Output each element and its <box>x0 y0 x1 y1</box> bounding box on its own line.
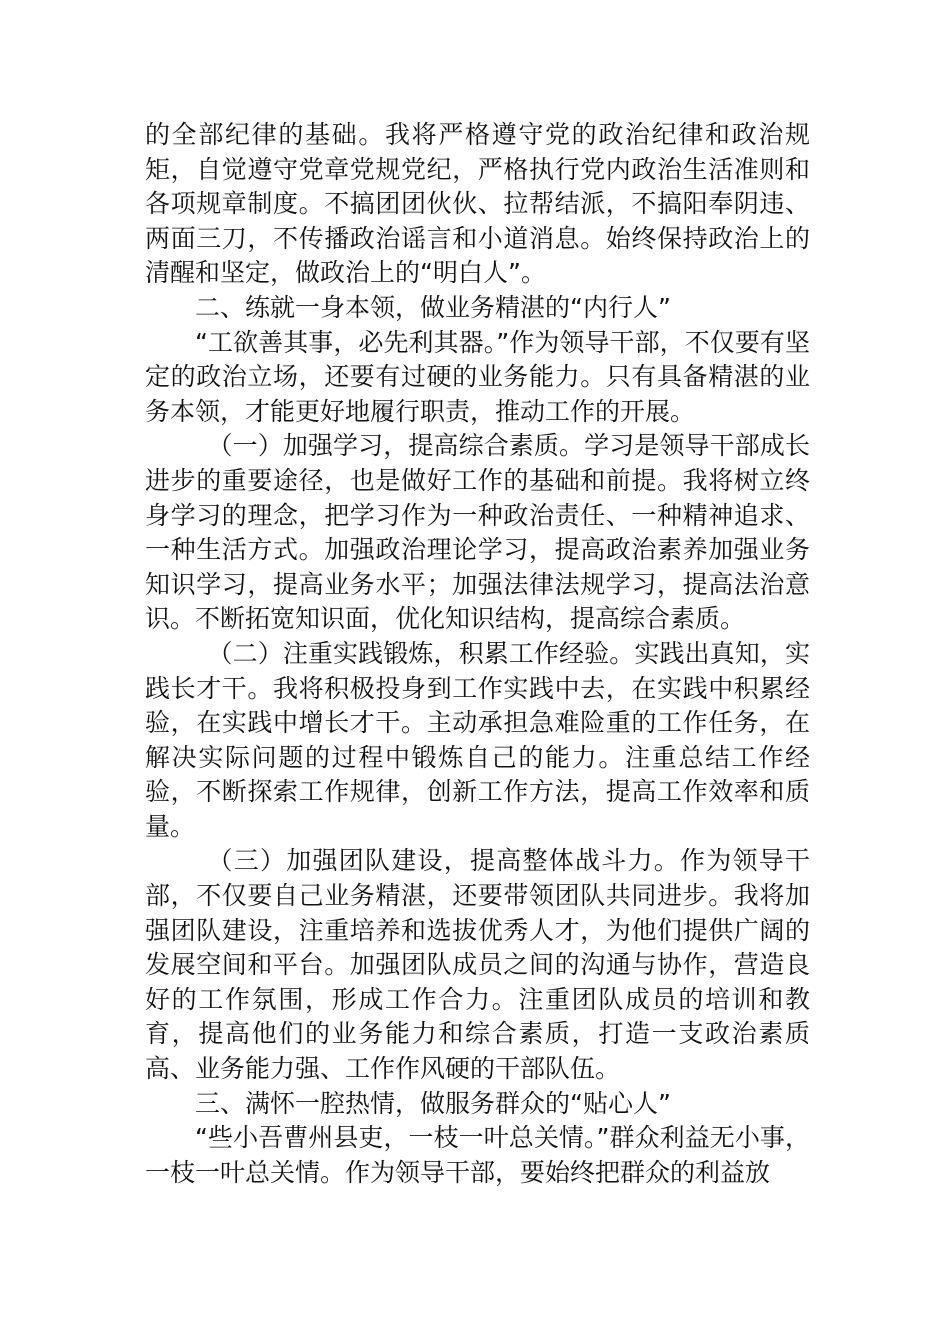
paragraph-business-intro: “工欲善其事，必先利其器。”作为领导干部，不仅要有坚定的政治立场，还要有过硬的业务能力。只有具备精湛的业务本领，才能更好地履行职责，推动工作的开展。 <box>145 327 810 426</box>
section-heading-3: 三、满怀一腔热情，做服务群众的“贴心人” <box>195 1088 671 1118</box>
paragraph-political-discipline: 的全部纪律的基础。我将严格遵守党的政治纪律和政治规矩，自觉遵守党章党规党纪，严格执行党内政治生活准则和各项规章制度。不搞团团伙伙、拉帮结派，不搞阳奉阴违、两面三刀，不传播政治谣言和小道消息。始终保持政治上的清醒和坚定，做政治上的“明白人”。 <box>145 120 810 288</box>
document-page <box>145 118 810 1190</box>
paragraph-study: （一）加强学习，提高综合素质。学习是领导干部成长进步的重要途径，也是做好工作的基础和前提。我将树立终身学习的理念，把学习作为一种政治责任、一种精神追求、一种生活方式。加强政治理论学习，提高政治素养加强业务知识学习，提高业务水平；加强法律法规学习，提高法治意识。不断拓宽知识面，优化知识结构，提高综合素质。 <box>145 431 810 634</box>
paragraph-practice: （二）注重实践锻炼，积累工作经验。实践出真知，实践长才干。我将积极投身到工作实践中去，在实践中积累经验，在实践中增长才干。主动承担急难险重的工作任务，在解决实际问题的过程中锻炼自己的能力。注重总结工作经验，不断探索工作规律，创新工作方法，提高工作效率和质量。 <box>145 638 810 841</box>
section-heading-2: 二、练就一身本领，做业务精湛的“内行人” <box>195 292 671 322</box>
paragraph-serve-people: “些小吾曹州县吏，一枝一叶总关情。”群众利益无小事，一枝一叶总关情。作为领导干部，要始终把群众的利益放 <box>145 1123 810 1187</box>
paragraph-team-building: （三）加强团队建设，提高整体战斗力。作为领导干部，不仅要自己业务精湛，还要带领团队共同进步。我将加强团队建设，注重培养和选拔优秀人才，为他们提供广阔的发展空间和平台。加强团队成员之间的沟通与协作，营造良好的工作氛围，形成工作合力。注重团队成员的培训和教育，提高他们的业务能力和综合素质，打造一支政治素质高、业务能力强、工作作风硬的干部队伍。 <box>145 846 810 1084</box>
